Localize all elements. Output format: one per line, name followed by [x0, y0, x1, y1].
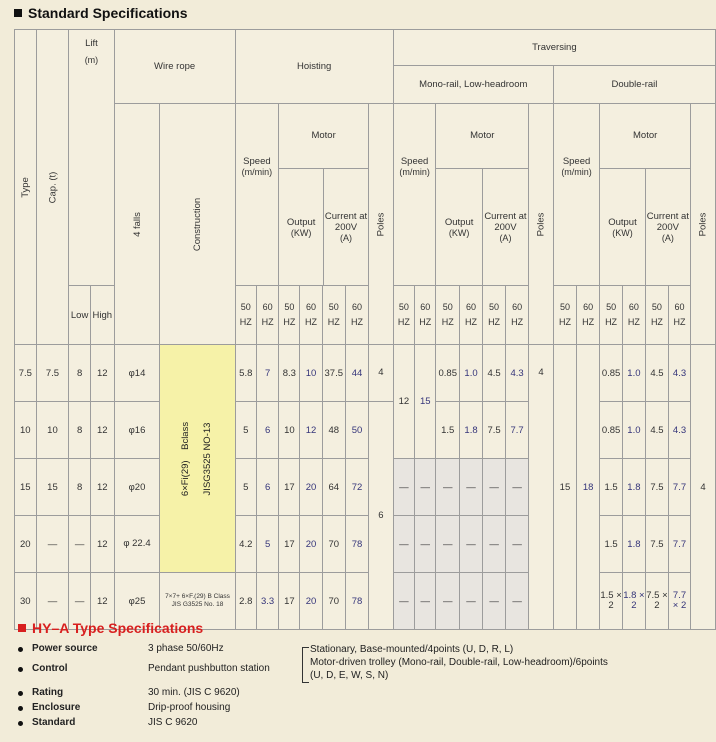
cell-double-current-60: 4.3 [668, 402, 690, 459]
cell-double-current-60: 7.7 [668, 516, 690, 573]
double-output-header: Output (KW) [600, 169, 645, 285]
cell-cap: — [36, 573, 69, 630]
bullet-icon [18, 706, 23, 711]
hz-50: 50 HZ [393, 286, 414, 345]
cell-mono-current-50: 4.5 [483, 345, 506, 402]
double-current-header: Current at 200V (A) [646, 211, 689, 243]
cell-hoist-speed-60: 5 [256, 516, 278, 573]
cell-hoist-output-50: 8.3 [279, 345, 300, 402]
cell-lift-high: 12 [90, 402, 114, 459]
cell-hoist-output-50: 10 [279, 402, 300, 459]
cell-cap: 7.5 [36, 345, 69, 402]
cell-double-output-60: 1.0 [622, 345, 645, 402]
construction-label: 6×Fi(29) Bclass JISG3525 NO-13 [160, 345, 235, 573]
cell-cap: — [36, 516, 69, 573]
cell-hoist-output-60: 12 [300, 402, 322, 459]
cell-mono-output-60: 1.8 [460, 402, 483, 459]
cell-rope: φ 22.4 [114, 516, 160, 573]
cell-hoist-current-50: 70 [322, 573, 346, 630]
cell-mono-current-60: 4.3 [506, 345, 529, 402]
hz-50: 50 HZ [436, 286, 460, 345]
cell-mono-current-50: — [483, 516, 506, 573]
hz-60: 60 HZ [256, 286, 278, 345]
cell-lift-low: 8 [69, 402, 91, 459]
lift-low-header: Low [69, 286, 91, 345]
cell-rope: φ20 [114, 459, 160, 516]
hz-50: 50 HZ [600, 286, 623, 345]
cell-lift-low: — [69, 516, 91, 573]
hz-60: 60 HZ [415, 286, 436, 345]
cell-mono-output-50: — [436, 516, 460, 573]
cell-mono-speed-50: 12 [393, 345, 414, 459]
cell-type: 30 [15, 573, 37, 630]
cell-hoist-output-50: 17 [279, 573, 300, 630]
construction-small: 7×7+ 6×F.(29) B Class JIS G3525 No. 18 [160, 573, 235, 630]
cell-mono-current-50: 7.5 [483, 402, 506, 459]
header-4-falls: 4 falls [114, 104, 160, 345]
cell-type: 20 [15, 516, 37, 573]
cell-hoist-speed-50: 4.2 [235, 516, 256, 573]
cell-double-current-60: 4.3 [668, 345, 690, 402]
header-lift: Lift (m) [69, 30, 114, 286]
hz-60: 60 HZ [622, 286, 645, 345]
cell-hoist-speed-50: 5 [235, 402, 256, 459]
cell-lift-high: 12 [90, 516, 114, 573]
cell-cap: 10 [36, 402, 69, 459]
header-type: Type [15, 30, 37, 345]
cell-lift-low: 8 [69, 459, 91, 516]
control-notes: Stationary, Base-mounted/4points (U, D, R, L) Motor-driven trolley (Mono-rail, Double-rail, Low-headroom)/6points (U, D, E, W, S, N) [310, 644, 608, 681]
hz-50: 50 HZ [235, 286, 256, 345]
double-poles-header: Poles [691, 104, 716, 345]
header-traversing: Traversing [393, 30, 715, 66]
cell-mono-output-50: 0.85 [436, 345, 460, 402]
hz-50: 50 HZ [553, 286, 576, 345]
cell-rope: φ25 [114, 573, 160, 630]
header-mono-rail: Mono-rail, Low-headroom [393, 66, 553, 104]
hz-50: 50 HZ [279, 286, 300, 345]
hz-50: 50 HZ [322, 286, 346, 345]
cell-hoist-speed-50: 2.8 [235, 573, 256, 630]
hz-60: 60 HZ [506, 286, 529, 345]
hz-60: 60 HZ [460, 286, 483, 345]
cell-double-current-60: 7.7 [668, 459, 690, 516]
cell-double-current-50: 7.5 × 2 [645, 573, 668, 630]
cell-mono-speed-60: — [415, 573, 436, 630]
cell-double-output-60: 1.8 × 2 [622, 573, 645, 630]
cell-mono-current-60: — [506, 516, 529, 573]
bullet-icon [18, 667, 23, 672]
cell-mono-output-60: — [460, 573, 483, 630]
cell-hoist-current-50: 64 [322, 459, 346, 516]
cell-double-current-50: 4.5 [645, 402, 668, 459]
cell-double-output-50: 0.85 [600, 345, 623, 402]
hoist-motor-header: Motor Output (KW) Current at 200V (A) [279, 104, 369, 286]
cell-double-output-50: 1.5 × 2 [600, 573, 623, 630]
cell-mono-speed-60: — [415, 459, 436, 516]
cell-hoist-speed-60: 3.3 [256, 573, 278, 630]
mono-poles-header: Poles [529, 104, 554, 345]
cell-mono-speed-50: — [393, 459, 414, 516]
cell-mono-current-50: — [483, 573, 506, 630]
cell-hoist-poles: 4 [368, 345, 393, 402]
table-row [15, 459, 716, 516]
cell-mono-current-60: — [506, 573, 529, 630]
cell-hoist-speed-60: 7 [256, 345, 278, 402]
cell-mono-output-50: — [436, 459, 460, 516]
hoist-poles-header: Poles [368, 104, 393, 345]
cell-double-output-60: 1.0 [622, 402, 645, 459]
header-construction: Construction [160, 104, 235, 345]
cell-double-current-60: 7.7 × 2 [668, 573, 690, 630]
cell-lift-low: 8 [69, 345, 91, 402]
bullet-icon [18, 721, 23, 726]
cell-hoist-current-60: 78 [346, 573, 369, 630]
cell-mono-speed-60: — [415, 516, 436, 573]
cell-hoist-output-60: 20 [300, 459, 322, 516]
cell-mono-poles: 4 [529, 345, 554, 630]
mono-output-header: Output (KW) [436, 169, 482, 285]
cell-hoist-current-50: 48 [322, 402, 346, 459]
cell-hoist-current-60: 44 [346, 345, 369, 402]
cell-type: 10 [15, 402, 37, 459]
cell-mono-speed-60: 15 [415, 345, 436, 459]
double-motor-header: Motor Output (KW) Current at 200V (A) [600, 104, 691, 286]
hz-50: 50 HZ [483, 286, 506, 345]
cell-mono-output-50: — [436, 573, 460, 630]
square-bullet-icon [18, 624, 26, 632]
cell-rope: φ16 [114, 402, 160, 459]
cell-double-speed-50: 15 [553, 345, 576, 630]
hoist-current-header: Current at 200V (A) [324, 211, 368, 243]
cell-hoist-output-60: 20 [300, 516, 322, 573]
bracket [302, 647, 309, 683]
cell-hoist-current-60: 50 [346, 402, 369, 459]
cell-mono-speed-50: — [393, 573, 414, 630]
header-double-rail: Double-rail [553, 66, 715, 104]
bullet-icon [18, 691, 23, 696]
hoist-output-header: Output (KW) [279, 169, 323, 285]
mono-speed-header: Speed (m/min) [393, 104, 436, 286]
cell-mono-output-60: — [460, 459, 483, 516]
cell-lift-low: — [69, 573, 91, 630]
cell-type: 15 [15, 459, 37, 516]
cell-double-speed-60: 18 [577, 345, 600, 630]
mono-motor-header: Motor Output (KW) Current at 200V (A) [436, 104, 529, 286]
cell-type: 7.5 [15, 345, 37, 402]
cell-double-current-50: 4.5 [645, 345, 668, 402]
cell-hoist-speed-50: 5.8 [235, 345, 256, 402]
cell-double-output-60: 1.8 [622, 459, 645, 516]
cell-double-current-50: 7.5 [645, 459, 668, 516]
cell-mono-output-50: 1.5 [436, 402, 460, 459]
hz-60: 60 HZ [300, 286, 322, 345]
cell-mono-current-60: 7.7 [506, 402, 529, 459]
cell-cap: 15 [36, 459, 69, 516]
cell-hoist-output-60: 10 [300, 345, 322, 402]
hz-60: 60 HZ [668, 286, 690, 345]
cell-hoist-output-50: 17 [279, 459, 300, 516]
cell-lift-high: 12 [90, 345, 114, 402]
cell-double-output-50: 1.5 [600, 459, 623, 516]
section-title: Standard Specifications [14, 5, 187, 21]
cell-mono-current-50: — [483, 459, 506, 516]
cell-mono-output-60: — [460, 516, 483, 573]
cell-hoist-current-60: 72 [346, 459, 369, 516]
bullet-icon [18, 647, 23, 652]
specifications-table [14, 29, 716, 630]
hoist-speed-header: Speed (m/min) [235, 104, 279, 286]
cell-hoist-current-60: 78 [346, 516, 369, 573]
cell-hoist-speed-60: 6 [256, 402, 278, 459]
cell-double-output-50: 0.85 [600, 402, 623, 459]
cell-mono-output-60: 1.0 [460, 345, 483, 402]
double-speed-header: Speed (m/min) [553, 104, 599, 286]
hz-50: 50 HZ [645, 286, 668, 345]
square-bullet-icon [14, 9, 22, 17]
header-cap: Cap. (t) [36, 30, 69, 345]
cell-double-output-60: 1.8 [622, 516, 645, 573]
cell-hoist-current-50: 37.5 [322, 345, 346, 402]
cell-double-current-50: 7.5 [645, 516, 668, 573]
hz-60: 60 HZ [346, 286, 369, 345]
cell-double-output-50: 1.5 [600, 516, 623, 573]
cell-mono-speed-50: — [393, 516, 414, 573]
cell-hoist-speed-50: 5 [235, 459, 256, 516]
cell-rope: φ14 [114, 345, 160, 402]
table-row [15, 345, 716, 402]
table-row [15, 516, 716, 573]
table-row [15, 402, 716, 459]
header-wire-rope: Wire rope [114, 30, 235, 104]
header-hoisting: Hoisting [235, 30, 393, 104]
cell-hoist-poles: 6 [368, 402, 393, 630]
cell-mono-current-60: — [506, 459, 529, 516]
lift-high-header: High [90, 286, 114, 345]
cell-hoist-output-60: 20 [300, 573, 322, 630]
cell-hoist-speed-60: 6 [256, 459, 278, 516]
cell-lift-high: 12 [90, 459, 114, 516]
cell-hoist-current-50: 70 [322, 516, 346, 573]
cell-hoist-output-50: 17 [279, 516, 300, 573]
hz-60: 60 HZ [577, 286, 600, 345]
cell-lift-high: 12 [90, 573, 114, 630]
cell-double-poles: 4 [691, 345, 716, 630]
hy-a-title: HY–A Type Specifications [18, 620, 203, 636]
mono-current-header: Current at 200V (A) [484, 211, 527, 243]
